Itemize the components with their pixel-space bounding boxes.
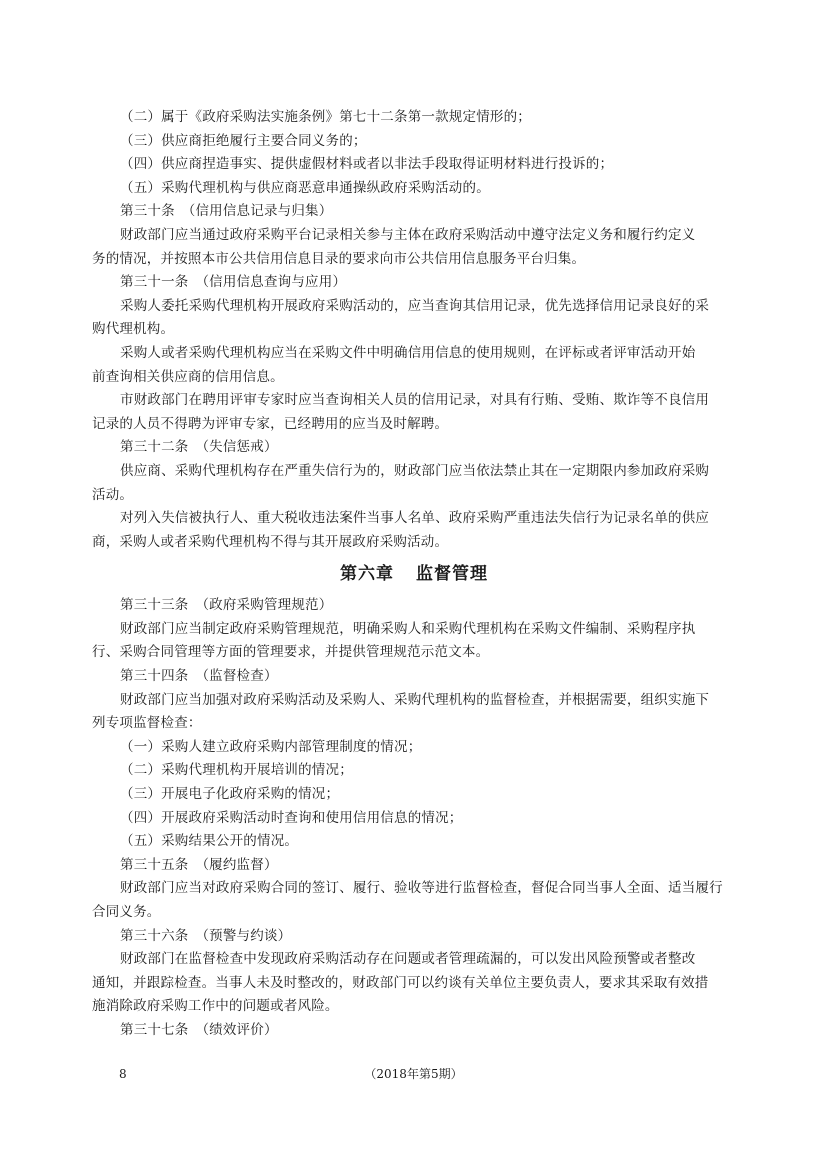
text-line: 记录的人员不得聘为评审专家，已经聘用的应当及时解聘。 — [92, 415, 449, 432]
text-line: 务的情况，并按照本市公共信用信息目录的要求向市公共信用信息服务平台归集。 — [92, 250, 586, 267]
text-line: （二）属于《政府采购法实施条例》第七十二条第一款规定情形的； — [120, 109, 531, 125]
text-line: 通知，并跟踪检查。当事人未及时整改的，财政部门可以约谈有关单位主要负责人，要求其采取有效措 — [92, 974, 709, 991]
text-line: （五）采购代理机构与供应商恶意串通操纵政府采购活动的。 — [120, 179, 490, 196]
text-line: （五）采购结果公开的情况。 — [120, 833, 299, 850]
text-line: 采购人委托采购代理机构开展政府采购活动的，应当查询其信用记录，优先选择信用记录良好的采 — [120, 297, 710, 314]
text-block-lower — [92, 594, 736, 1042]
text-line: 第三十三条 （政府采购管理规范） — [120, 597, 333, 614]
text-line: 第三十二条 （失信惩戒） — [120, 439, 278, 456]
chapter-heading — [92, 557, 736, 591]
text-line: 活动。 — [92, 486, 134, 503]
text-line: 市财政部门在聘用评审专家时应当查询相关人员的信用记录，对具有行贿、受贿、欺诈等不良信用 — [120, 392, 710, 409]
text-line: 合同义务。 — [92, 904, 161, 920]
text-line: （四）开展政府采购活动时查询和使用信用信息的情况； — [120, 809, 463, 826]
text-line: 购代理机构。 — [92, 321, 175, 338]
document-body — [92, 106, 736, 1043]
issue-label: （2018年第5期） — [364, 1067, 463, 1081]
text-line: （二）采购代理机构开展培训的情况； — [120, 762, 353, 779]
text-block-upper — [92, 106, 736, 554]
chapter-title: 监督管理 — [416, 564, 488, 585]
text-line: 第三十七条 （绩效评价） — [120, 1021, 278, 1038]
text-line: 供应商、采购代理机构存在严重失信行为的，财政部门应当依法禁止其在一定期限内参加政府采购 — [120, 462, 710, 479]
text-line: 对列入失信被执行人、重大税收违法案件当事人名单、政府采购严重违法失信行为记录名单的供应 — [120, 510, 710, 527]
text-line: 财政部门应当通过政府采购平台记录相关参与主体在政府采购活动中遵守法定义务和履行约定义 — [120, 226, 696, 243]
text-line: 施消除政府采购工作中的问题或者风险。 — [92, 998, 339, 1015]
text-line: 财政部门应当加强对政府采购活动及采购人、采购代理机构的监督检查，并根据需要，组织实施下 — [120, 691, 710, 708]
text-line: （三）开展电子化政府采购的情况； — [120, 786, 340, 803]
text-line: （一）采购人建立政府采购内部管理制度的情况； — [120, 738, 422, 755]
text-line: 财政部门在监督检查中发现政府采购活动存在问题或者管理疏漏的，可以发出风险预警或者整改 — [120, 951, 696, 968]
text-line: 列专项监督检查： — [92, 715, 202, 732]
text-line: 财政部门应当制定政府采购管理规范，明确采购人和采购代理机构在采购文件编制、采购程序执 — [120, 620, 696, 637]
text-line: 第三十四条 （监督检查） — [120, 668, 278, 685]
page-number: 8 — [119, 1067, 127, 1081]
text-line: （四）供应商捏造事实、提供虚假材料或者以非法手段取得证明材料进行投诉的； — [120, 156, 614, 173]
text-line: （三）供应商拒绝履行主要合同义务的； — [120, 132, 367, 149]
chapter-number: 第六章 — [340, 564, 394, 585]
text-line: 财政部门应当对政府采购合同的签订、履行、验收等进行监督检查，督促合同当事人全面、适当履行 — [120, 880, 723, 897]
text-line: 前查询相关供应商的信用信息。 — [92, 368, 284, 385]
text-line: 第三十条 （信用信息记录与归集） — [120, 203, 333, 220]
text-line: 采购人或者采购代理机构应当在采购文件中明确信用信息的使用规则，在评标或者评审活动开始 — [120, 344, 696, 361]
text-line: 商，采购人或者采购代理机构不得与其开展政府采购活动。 — [92, 533, 449, 550]
text-line: 第三十一条 （信用信息查询与应用） — [120, 274, 347, 291]
text-line: 行、采购合同管理等方面的管理要求，并提供管理规范示范文本。 — [92, 644, 490, 661]
text-line: 第三十五条 （履约监督） — [120, 856, 278, 873]
text-line: 第三十六条 （预警与约谈） — [120, 927, 292, 944]
